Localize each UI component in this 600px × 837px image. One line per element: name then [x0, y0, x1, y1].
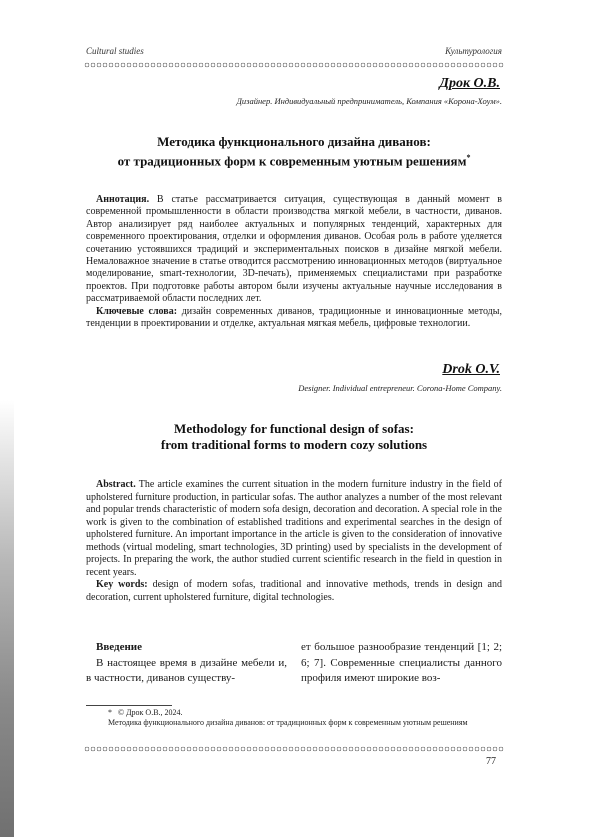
- keywords-en-paragraph: [86, 579, 502, 604]
- title-ru: [86, 134, 502, 169]
- page-edge-shading: [0, 0, 14, 837]
- abstract-ru: [86, 194, 502, 330]
- title-en-line1: Methodology for functional design of sofas:: [174, 421, 414, 436]
- intro-text-left: В настоящее время в дизайне мебели и, в частности, диванов существу-: [86, 656, 287, 684]
- title-footnote-mark: *: [466, 153, 471, 162]
- footnote: [86, 708, 502, 728]
- intro-text-right: ет большое разнообразие тенденций [1; 2; 6; 7]. Современные специалисты данного профиля имеют широкие воз-: [301, 641, 502, 684]
- footnote-copyright: © Дрок О.В., 2024.: [118, 708, 183, 717]
- header-section-ru: Культурология: [445, 46, 502, 56]
- abstract-en-text: The article examines the current situation in the modern furniture industry in the field of upholstered furniture production, in particular sofas. The author analyzes a number of the most relevant and popular trends characteristic of modern sofa design, decoration and decoration. A special role in the work is given to the combination of established traditions and experimental searches in the design of upholstered furniture. An important importance in the article is given to the consideration of innovative methods (virtual modeling, smart technologies, 3D printing) used by specialists in the development of projects. In preparing the work, the author studied current scientific research in the field in question in recent years.: [86, 479, 502, 578]
- abstract-en: [86, 479, 502, 604]
- keywords-ru-paragraph: [86, 306, 502, 331]
- abstract-en-paragraph: [86, 479, 502, 579]
- footnote-rule: [86, 705, 172, 706]
- page-number: 77: [486, 756, 496, 767]
- footnote-text: Методика функционального дизайна диванов: от традиционных форм к современным уютным решениям: [108, 718, 468, 727]
- abstract-en-label: Abstract.: [96, 479, 136, 490]
- header-section-en: Cultural studies: [86, 46, 144, 56]
- abstract-ru-paragraph: [86, 194, 502, 306]
- abstract-ru-label: Аннотация.: [96, 194, 150, 205]
- header-wave-divider: [84, 62, 504, 68]
- abstract-ru-text: В статье рассматривается ситуация, существующая в данный момент в современной промышленности в области производства мягкой мебели, в частности, диванов. Автор анализирует ряд наиболее актуальных и популярных тенденций, характерных для современного проектирования, отделки и оформления диванов. Особая роль в работе уделяется сочетанию устоявшихся традиций и экспериментальных поисков в дизайне мягкой мебели. Немаловажное значение в статье отводится рассмотрению инновационных методов (виртуальное моделирование, smart-технологии, 3D-печать), применяемых специалистами при разработке проектов. При подготовке работы автором были изучены актуальные научные исследования в рассматриваемой области последних лет.: [86, 194, 502, 305]
- title-en: [86, 421, 502, 453]
- title-ru-line1: Методика функционального дизайна диванов:: [157, 134, 431, 149]
- title-ru-line2: от традиционных форм к современным уютным решениям*: [117, 153, 471, 169]
- intro-heading: Введение: [96, 641, 143, 653]
- affiliation-en: Designer. Individual entrepreneur. Corona-Home Company.: [298, 383, 502, 393]
- running-header: [86, 46, 502, 60]
- author-en: Drok O.V.: [442, 362, 500, 377]
- footnote-mark: *: [108, 708, 112, 717]
- footnote-copyright-line: [86, 708, 502, 718]
- keywords-en-label: Key words:: [96, 579, 148, 590]
- keywords-ru-text: дизайн современных диванов, традиционные и инновационные методы, тенденции в проектировании и отделке, актуальная мягкая мебель, цифровые технологии.: [86, 305, 502, 330]
- keywords-en-text: design of modern sofas, traditional and innovative methods, trends in design and decoration, current upholstered furniture, digital technologies.: [86, 579, 502, 603]
- keywords-ru-label: Ключевые слова:: [96, 305, 178, 317]
- footer-wave-divider: [84, 746, 504, 752]
- body-column-left: [86, 640, 287, 687]
- body-column-right: [301, 640, 502, 687]
- title-en-line2: from traditional forms to modern cozy solutions: [160, 437, 428, 452]
- author-ru: Дрок О.В.: [439, 76, 500, 91]
- affiliation-ru: Дизайнер. Индивидуальный предприниматель, Компания «Корона-Хоум».: [236, 96, 502, 106]
